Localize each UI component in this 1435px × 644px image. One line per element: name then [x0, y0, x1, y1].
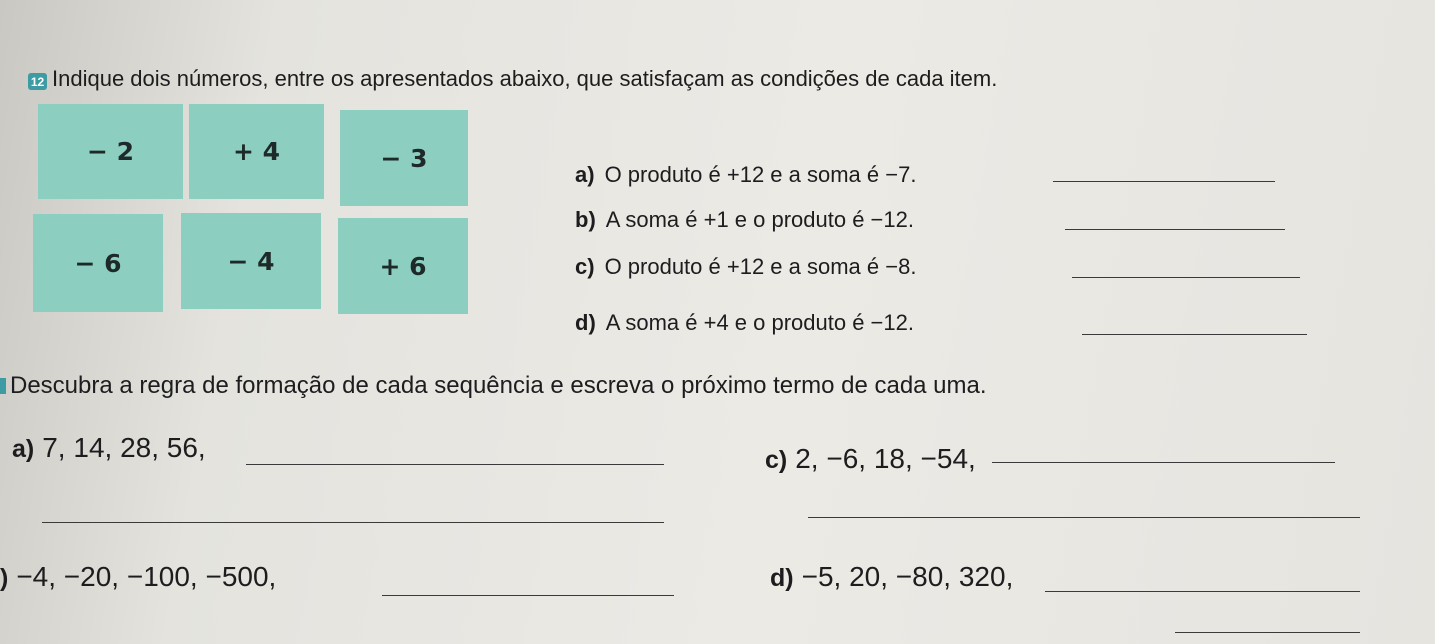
item-text: A soma é +4 e o produto é −12. — [605, 310, 914, 335]
item-letter: b) — [575, 207, 596, 232]
number-tile — [340, 110, 468, 206]
answer-line — [992, 462, 1335, 463]
exercise-number-badge — [28, 73, 47, 90]
sequence-text: −5, 20, −80, 320, — [801, 561, 1014, 592]
answer-line — [1175, 632, 1360, 633]
answer-line — [1065, 229, 1285, 230]
number-tile — [181, 213, 321, 309]
item-letter: c) — [575, 254, 595, 279]
condition-item — [575, 254, 916, 280]
number-tile — [38, 104, 183, 199]
item-text: O produto é +12 e a soma é −8. — [604, 254, 917, 279]
number-tile — [338, 218, 468, 314]
item-letter: d) — [575, 310, 596, 335]
tile-value: − 6 — [74, 248, 122, 278]
answer-line — [246, 464, 664, 465]
item-text: O produto é +12 e a soma é −7. — [604, 162, 917, 187]
sequence-item — [770, 561, 1013, 593]
item-letter: a) — [12, 435, 35, 463]
tile-value: + 6 — [379, 251, 427, 281]
tile-value: − 4 — [227, 246, 275, 276]
number-tile — [33, 214, 163, 312]
condition-item — [575, 207, 914, 233]
answer-line — [808, 517, 1360, 518]
number-tile — [189, 104, 324, 199]
tile-value: − 3 — [380, 143, 428, 173]
item-letter: c) — [765, 446, 788, 474]
answer-line — [1045, 591, 1360, 592]
item-letter: ) — [0, 564, 9, 592]
sequence-item — [12, 432, 206, 464]
answer-line — [382, 595, 674, 596]
sequence-item — [765, 443, 976, 475]
answer-line — [1082, 334, 1307, 335]
sequence-text: 7, 14, 28, 56, — [42, 432, 206, 463]
answer-line — [1072, 277, 1300, 278]
item-letter: a) — [575, 162, 595, 187]
tile-value: − 2 — [86, 137, 135, 166]
item-letter: d) — [770, 564, 794, 592]
answer-line — [1053, 181, 1275, 182]
sequence-item — [0, 561, 276, 593]
exercise-badge — [0, 378, 6, 394]
sequence-text: −4, −20, −100, −500, — [16, 561, 277, 592]
condition-item — [575, 310, 914, 336]
answer-line — [42, 522, 664, 523]
item-text: A soma é +1 e o produto é −12. — [605, 207, 914, 232]
exercise-1-prompt: Indique dois números, entre os apresentados abaixo, que satisfaçam as condições de cada item. — [52, 66, 998, 91]
tile-value: + 4 — [232, 137, 281, 166]
sequence-text: 2, −6, 18, −54, — [795, 443, 976, 474]
exercise-number: 12 — [30, 74, 45, 89]
condition-item — [575, 162, 916, 188]
exercise-2-prompt: Descubra a regra de formação de cada sequência e escreva o próximo termo de cada uma. — [10, 372, 987, 399]
